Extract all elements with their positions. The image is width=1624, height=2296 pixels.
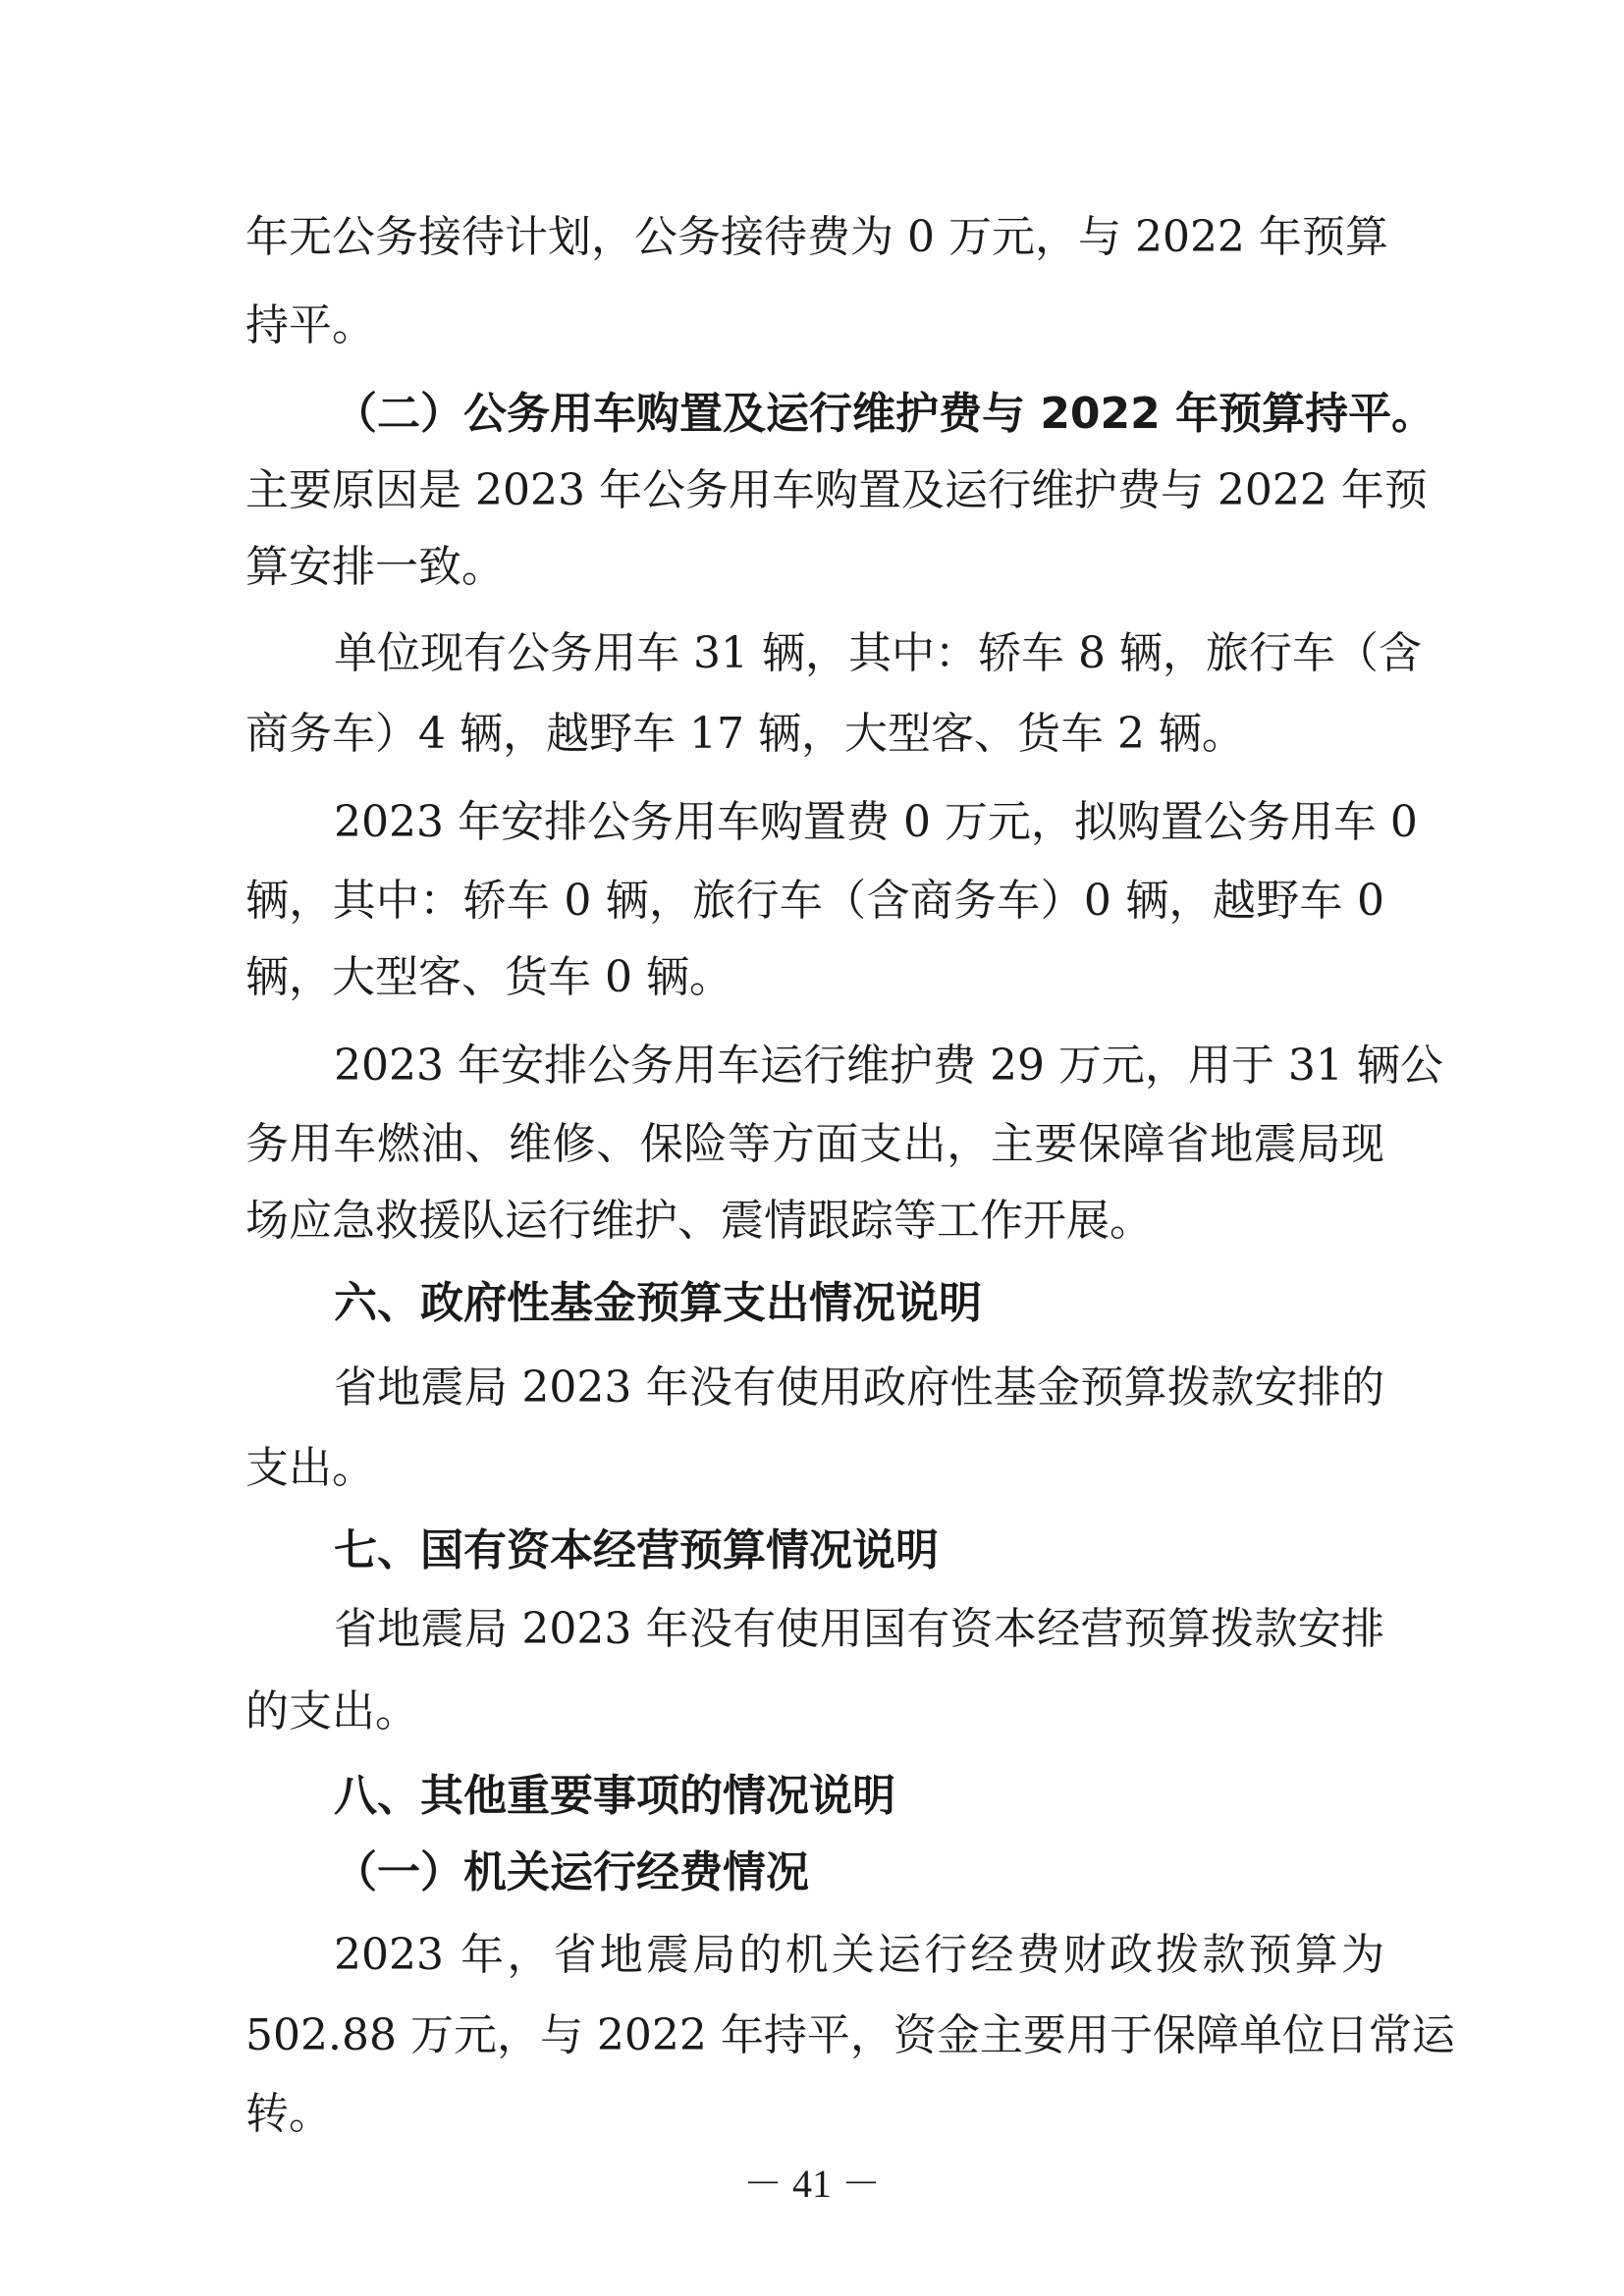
page-number: － 41 － bbox=[743, 2162, 881, 2206]
section-subheading: （二）公务用车购置及运行维护费与 2022 年预算持平。 bbox=[334, 389, 1435, 439]
paragraph-line: 辆，大型客、货车 0 辆。 bbox=[245, 952, 732, 1002]
paragraph-line: 502.88 万元，与 2022 年持平，资金主要用于保障单位日常运 bbox=[245, 2010, 1455, 2060]
section-heading: 六、政府性基金预算支出情况说明 bbox=[334, 1278, 982, 1328]
paragraph-line: 2023 年安排公务用车购置费 0 万元，拟购置公务用车 0 bbox=[334, 797, 1418, 847]
paragraph-line: 转。 bbox=[245, 2089, 332, 2139]
section-heading: 八、其他重要事项的情况说明 bbox=[334, 1771, 895, 1821]
paragraph-line: 主要原因是 2023 年公务用车购置及运行维护费与 2022 年预 bbox=[245, 465, 1428, 515]
paragraph-line: 辆，其中：轿车 0 辆，旅行车（含商务车）0 辆，越野车 0 bbox=[245, 876, 1384, 926]
paragraph-line: 单位现有公务用车 31 辆，其中：轿车 8 辆，旅行车（含 bbox=[334, 628, 1422, 678]
paragraph-line: 省地震局 2023 年没有使用政府性基金预算拨款安排的 bbox=[334, 1362, 1384, 1413]
paragraph-line: 持平。 bbox=[245, 300, 375, 350]
paragraph-line: 的支出。 bbox=[245, 1686, 418, 1736]
section-heading: 七、国有资本经营预算情况说明 bbox=[334, 1525, 939, 1575]
paragraph-line: 2023 年安排公务用车运行维护费 29 万元，用于 31 辆公 bbox=[334, 1041, 1443, 1091]
paragraph-line: 2023 年，省地震局的机关运行经费财政拨款预算为 bbox=[334, 1930, 1384, 1980]
paragraph-line: 支出。 bbox=[245, 1443, 375, 1493]
paragraph-line: 务用车燃油、维修、保险等方面支出，主要保障省地震局现 bbox=[245, 1119, 1384, 1169]
paragraph-line: 省地震局 2023 年没有使用国有资本经营预算拨款安排 bbox=[334, 1604, 1384, 1654]
paragraph-line: 商务车）4 辆，越野车 17 辆，大型客、货车 2 辆。 bbox=[245, 709, 1245, 759]
paragraph-line: 场应急救援队运行维护、震情跟踪等工作开展。 bbox=[245, 1196, 1153, 1246]
section-subheading: （一）机关运行经费情况 bbox=[334, 1847, 809, 1897]
paragraph-line: 年无公务接待计划，公务接待费为 0 万元，与 2022 年预算 bbox=[245, 212, 1388, 262]
paragraph-line: 算安排一致。 bbox=[245, 542, 505, 592]
